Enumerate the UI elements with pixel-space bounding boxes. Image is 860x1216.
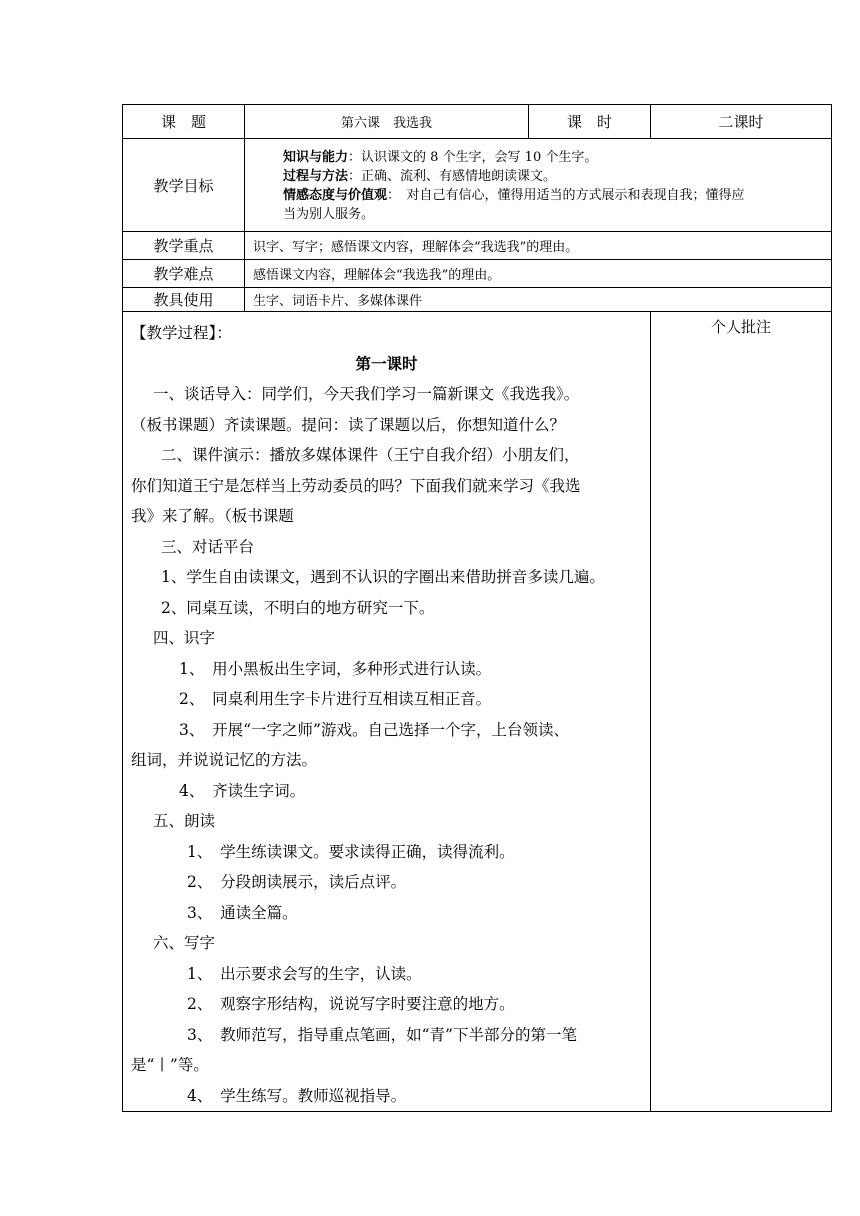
goals-content <box>245 139 832 232</box>
process-text <box>131 318 642 1111</box>
process-line: 3、 开展“一字之师”游戏。自己选择一个字，上台领读、 <box>179 720 569 739</box>
process-line: （板书课题）齐读课题。提问：读了课题以后，你想知道什么？ <box>131 415 566 434</box>
difficulty-label: 教学难点 <box>123 260 245 288</box>
process-line: 六、写字 <box>153 934 216 952</box>
process-line: 是“丨”等。 <box>131 1056 209 1074</box>
process-line: 2、 同桌利用生字卡片进行互相读互相正音。 <box>179 690 492 708</box>
process-line: 组词，并说说记忆的方法。 <box>131 751 318 769</box>
tools-value: 生字、词语卡片、多媒体课件 <box>245 288 832 312</box>
lesson-period-heading: 第一课时 <box>355 353 418 373</box>
goal-knowledge: 知识与能力：认识课文的 8 个生字，会写 10 个生字。 <box>283 149 598 165</box>
process-line: 你们知道王宁是怎样当上劳动委员的吗？下面我们就来学习《我选 <box>131 476 581 495</box>
process-line: 一、谈话导入：同学们，今天我们学习一篇新课文《我选我》。 <box>153 385 580 403</box>
topic-value: 第六课 我选我 <box>245 105 529 139</box>
tools-label: 教具使用 <box>123 288 245 312</box>
process-row <box>123 312 832 1112</box>
process-line: 1、 出示要求会写的生字，认读。 <box>187 964 422 983</box>
process-line: 二、课件演示：播放多媒体课件（王宁自我介绍）小朋友们， <box>161 446 580 464</box>
difficulty-row <box>123 260 832 288</box>
process-label: 【教学过程】： <box>131 324 232 342</box>
process-line: 4、 齐读生字词。 <box>179 781 306 800</box>
process-content <box>123 312 651 1112</box>
process-line: 3、 教师范写，指导重点笔画，如“青”下半部分的第一笔 <box>187 1025 577 1044</box>
process-line: 四、识字 <box>153 629 216 647</box>
process-line: 2、同桌互读，不明白的地方研究一下。 <box>161 598 435 617</box>
key-point-row <box>123 232 832 260</box>
process-line: 我》来了解。（板书课题 <box>131 507 294 525</box>
process-line: 1、 学生练读课文。要求读得正确，读得流利。 <box>187 842 515 861</box>
process-line: 1、学生自由读课文，遇到不认识的字圈出来借助拼音多读几遍。 <box>161 568 605 586</box>
process-line: 2、 分段朗读展示，读后点评。 <box>187 873 407 891</box>
process-line: 4、 学生练写。教师巡视指导。 <box>187 1086 407 1105</box>
goal-process: 过程与方法：正确、流利、有感情地朗读课文。 <box>283 168 557 184</box>
tools-row <box>123 288 832 312</box>
key-point-label: 教学重点 <box>123 232 245 260</box>
personal-notes: 个人批注 <box>651 312 832 1112</box>
process-line: 1、 用小黑板出生字词，多种形式进行认读。 <box>179 659 492 678</box>
topic-label: 课 题 <box>123 105 245 139</box>
goal-attitude: 情感态度与价值观： 对自己有信心，懂得用适当的方式展示和表现自我；懂得应 <box>283 187 745 203</box>
hours-label: 课 时 <box>529 105 651 139</box>
difficulty-value: 感悟课文内容，理解体会“我选我”的理由。 <box>245 260 832 288</box>
goals-label: 教学目标 <box>123 139 245 232</box>
key-point-value: 识字、写字；感悟课文内容，理解体会“我选我”的理由。 <box>245 232 832 260</box>
topic-row <box>123 105 832 139</box>
lesson-plan-table <box>122 104 832 1112</box>
process-line: 3、 通读全篇。 <box>187 903 298 922</box>
goals-row <box>123 139 832 232</box>
process-line: 2、 观察字形结构，说说写字时要注意的地方。 <box>187 995 515 1013</box>
process-line: 五、朗读 <box>153 812 216 830</box>
hours-value: 二课时 <box>651 105 832 139</box>
goal-attitude-continued: 当为别人服务。 <box>283 206 375 222</box>
process-line: 三、对话平台 <box>161 537 255 556</box>
